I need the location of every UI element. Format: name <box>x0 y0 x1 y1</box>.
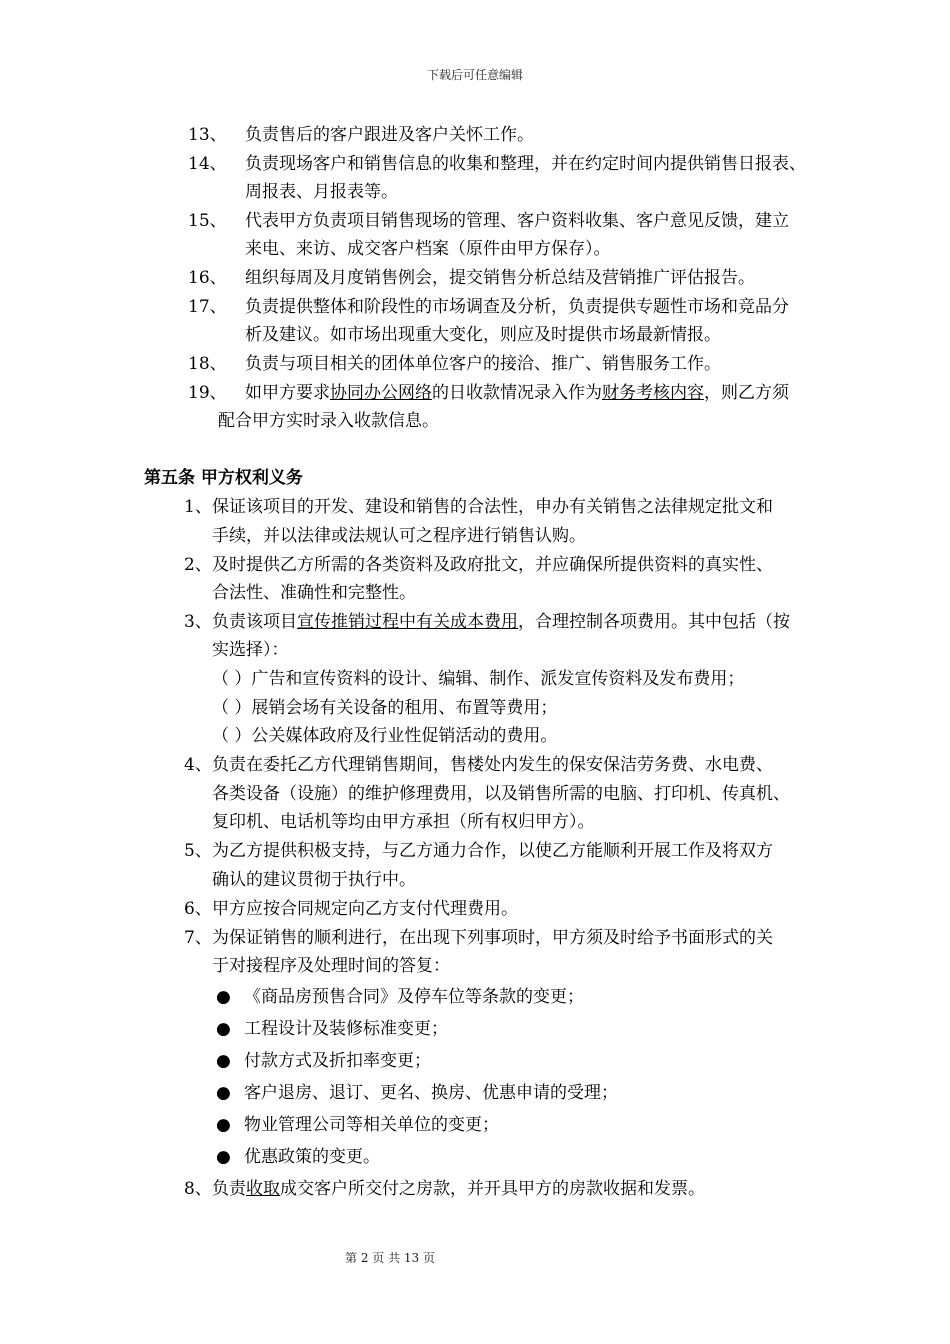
article-6-number: 6、 <box>184 899 212 919</box>
article-4-text-2: 各类设备（设施）的维护修理费用，以及销售所需的电脑、打印机、传真机、 <box>212 784 790 804</box>
bullet-icon: ● <box>216 1051 231 1071</box>
list-item-16-text: 组织每周及月度销售例会，提交销售分析总结及营销推广评估报告。 <box>245 268 755 288</box>
section-heading: 第五条 甲方权利义务 <box>144 468 303 488</box>
underlined-term: 协同办公网络 <box>330 383 432 403</box>
article-4-number: 4、 <box>184 755 212 775</box>
list-item-13: 13、 <box>188 125 227 145</box>
bullet-text: 客户退房、退订、更名、换房、优惠申请的受理； <box>244 1083 618 1103</box>
text-run: 如甲方要求 <box>245 383 330 403</box>
list-item-19-text-1 <box>245 382 789 404</box>
article-2-text-1: 及时提供乙方所需的各类资料及政府批文，并应确保所提供资料的真实性、 <box>212 555 773 575</box>
article-3-text-1 <box>212 611 790 633</box>
list-item-14: 14、 <box>188 154 227 174</box>
article-3-option-2: （ ）展销会场有关设备的租用、布置等费用； <box>212 698 558 718</box>
bullet-text: 物业管理公司等相关单位的变更； <box>244 1115 499 1135</box>
article-5-text-1: 为乙方提供积极支持，与乙方通力合作，以使乙方能顺利开展工作及将双方 <box>212 841 773 861</box>
list-item-14-text-2: 周报表、月报表等。 <box>245 182 398 202</box>
article-1-number: 1、 <box>184 497 212 517</box>
article-7-number: 7、 <box>184 928 212 948</box>
bullet-item <box>216 986 584 1008</box>
article-3-option-3: （ ）公关媒体政府及行业性促销活动的费用。 <box>212 726 558 746</box>
list-item-16: 16、 <box>188 268 227 288</box>
bullet-text: 工程设计及装修标准变更； <box>244 1019 448 1039</box>
text-run: ，则乙方须 <box>704 383 789 403</box>
underlined-term: 财务考核内容 <box>602 383 704 403</box>
list-item-17-text-2: 析及建议。如市场出现重大变化，则应及时提供市场最新情报。 <box>245 325 721 345</box>
list-item-19-text-2: 配合甲方实时录入收款信息。 <box>218 411 439 431</box>
list-item-18-text: 负责与项目相关的团体单位客户的接洽、推广、销售服务工作。 <box>245 354 721 374</box>
article-8-number: 8、 <box>184 1179 212 1199</box>
page-footer: 第 2 页 共 13 页 <box>345 1251 435 1265</box>
article-7-text-1: 为保证销售的顺利进行，在出现下列事项时，甲方须及时给予书面形式的关 <box>212 928 773 948</box>
text-run: 的日收款情况录入作为 <box>432 383 602 403</box>
article-3-text-2: 实选择）： <box>212 640 289 660</box>
article-2-text-2: 合法性、准确性和完整性。 <box>212 583 416 603</box>
bullet-icon: ● <box>216 987 231 1007</box>
bullet-item <box>216 1050 431 1072</box>
bullet-icon: ● <box>216 1083 231 1103</box>
list-item-13-text: 负责售后的客户跟进及客户关怀工作。 <box>245 125 534 145</box>
list-item-15-text-1: 代表甲方负责项目销售现场的管理、客户资料收集、客户意见反馈，建立 <box>245 211 789 231</box>
list-item-15: 15、 <box>188 211 227 231</box>
article-1-text-1: 保证该项目的开发、建设和销售的合法性，申办有关销售之法律规定批文和 <box>212 497 773 517</box>
list-item-19: 19、 <box>188 383 227 403</box>
text-run: ，合理控制各项费用。其中包括（按 <box>518 612 790 632</box>
list-item-17-text-1: 负责提供整体和阶段性的市场调查及分析，负责提供专题性市场和竞品分 <box>245 297 789 317</box>
article-4-text-1: 负责在委托乙方代理销售期间，售楼处内发生的保安保洁劳务费、水电费、 <box>212 755 773 775</box>
article-4-text-3: 复印机、电话机等均由甲方承担（所有权归甲方）。 <box>212 812 595 832</box>
article-3-option-1: （ ）广告和宣传资料的设计、编辑、制作、派发宣传资料及发布费用； <box>212 669 745 689</box>
bullet-icon: ● <box>216 1019 231 1039</box>
bullet-item <box>216 1082 618 1104</box>
bullet-text: 优惠政策的变更。 <box>244 1147 380 1167</box>
article-6-text-1: 甲方应按合同规定向乙方支付代理费用。 <box>212 899 518 919</box>
article-1-text-2: 手续，并以法律或法规认可之程序进行销售认购。 <box>212 526 586 546</box>
list-item-17: 17、 <box>188 297 227 317</box>
bullet-icon: ● <box>216 1115 231 1135</box>
bullet-icon: ● <box>216 1147 231 1167</box>
article-5-number: 5、 <box>184 841 212 861</box>
bullet-item <box>216 1146 380 1168</box>
underlined-term: 宣传推销过程中有关成本费用 <box>297 612 518 632</box>
article-2-number: 2、 <box>184 555 212 575</box>
underlined-term: 收取 <box>246 1179 280 1199</box>
text-run: 成交客户所交付之房款，并开具甲方的房款收据和发票。 <box>280 1179 705 1199</box>
list-item-18: 18、 <box>188 354 227 374</box>
list-item-15-text-2: 来电、来访、成交客户档案（原件由甲方保存）。 <box>245 239 611 259</box>
article-8-text-1 <box>212 1178 705 1200</box>
article-3-number: 3、 <box>184 612 212 632</box>
article-7-text-2: 于对接程序及处理时间的答复： <box>212 956 450 976</box>
bullet-item <box>216 1114 499 1136</box>
bullet-text: 《商品房预售合同》及停车位等条款的变更； <box>244 987 584 1007</box>
page-header: 下载后可任意编辑 <box>426 68 523 82</box>
article-5-text-2: 确认的建议贯彻于执行中。 <box>212 870 416 890</box>
text-run: 负责 <box>212 1179 246 1199</box>
list-item-14-text-1: 负责现场客户和销售信息的收集和整理，并在约定时间内提供销售日报表、 <box>245 154 806 174</box>
bullet-text: 付款方式及折扣率变更； <box>244 1051 431 1071</box>
text-run: 负责该项目 <box>212 612 297 632</box>
bullet-item <box>216 1018 448 1040</box>
